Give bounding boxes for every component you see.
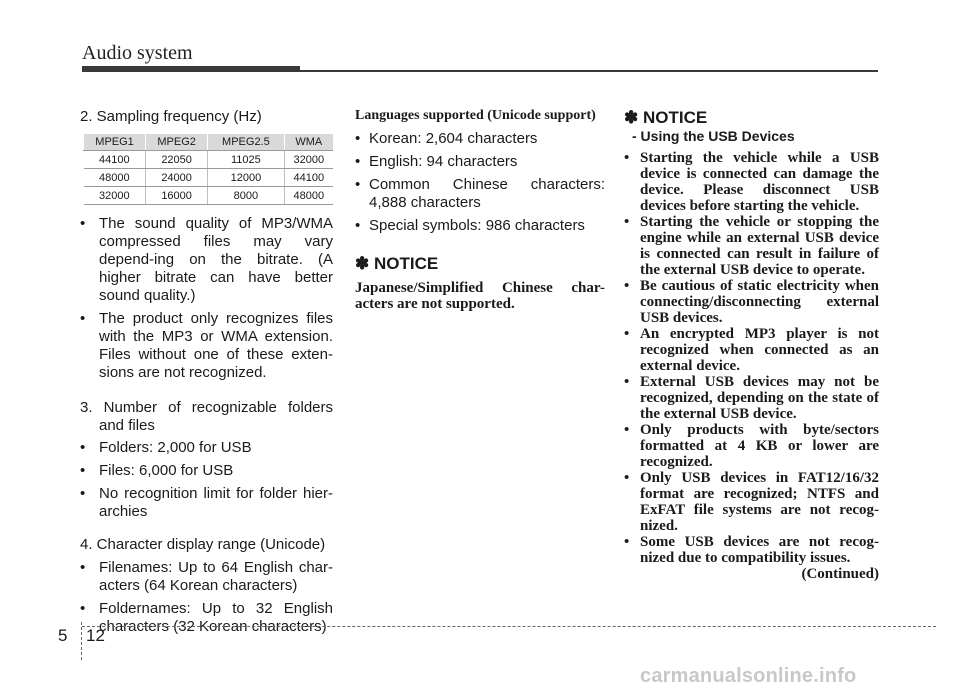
table-row bbox=[84, 169, 334, 187]
table-row bbox=[84, 187, 334, 205]
folders-heading: 3. Number of recognizable folders and files bbox=[80, 399, 333, 434]
table-row bbox=[84, 151, 334, 169]
table-cell: 11025 bbox=[208, 151, 284, 169]
table-header-cell: WMA bbox=[284, 134, 333, 151]
table-cell: 48000 bbox=[284, 187, 333, 205]
list-item: • Foldernames: Up to 32 English characters (32 Korean characters) bbox=[80, 600, 333, 636]
table-cell: 8000 bbox=[208, 187, 284, 205]
table-cell: 44100 bbox=[284, 169, 333, 187]
table-header-cell: MPEG2.5 bbox=[208, 134, 284, 151]
languages-heading: Languages supported (Unicode support) bbox=[355, 108, 596, 123]
table-header-cell: MPEG1 bbox=[84, 134, 146, 151]
table-cell: 32000 bbox=[84, 187, 146, 205]
list-item: • Common Chinese characters: 4,888 characters bbox=[355, 176, 605, 212]
list-item: • Files: 6,000 for USB bbox=[80, 462, 333, 480]
watermark: carmanualsonline.info bbox=[640, 665, 857, 687]
list-item: • Starting the vehicle while a USB device is connected can damage the device. Please disconnect USB devices before starting the vehicle. bbox=[624, 150, 879, 214]
header-bar-thick bbox=[82, 66, 300, 72]
table-cell: 44100 bbox=[84, 151, 146, 169]
notice-star-icon: ✽ bbox=[624, 108, 639, 127]
list-item: • Some USB devices are not recog-nized due to compatibility issues. bbox=[624, 534, 879, 566]
list-item: • Only USB devices in FAT12/16/32 format are recognized; NTFS and ExFAT file systems are not recog-nized. bbox=[624, 470, 879, 534]
notice-heading bbox=[355, 254, 605, 274]
list-item: • No recognition limit for folder hier-archies bbox=[80, 485, 333, 521]
table-cell: 22050 bbox=[146, 151, 208, 169]
display-heading: 4. Character display range (Unicode) bbox=[80, 536, 326, 553]
footer-vertical-divider bbox=[81, 622, 82, 660]
table-cell: 12000 bbox=[208, 169, 284, 187]
list-item: • English: 94 characters bbox=[355, 153, 605, 171]
section-number: 5 bbox=[58, 626, 68, 645]
sampling-table bbox=[83, 133, 333, 205]
page-number: 12 bbox=[86, 626, 105, 645]
page-header-title: Audio system bbox=[82, 42, 193, 64]
table-cell: 48000 bbox=[84, 169, 146, 187]
list-item: • An encrypted MP3 player is not recognized when connected as an external device. bbox=[624, 326, 879, 374]
column-right bbox=[624, 108, 879, 582]
list-item: • Folders: 2,000 for USB bbox=[80, 439, 333, 457]
list-item: • The sound quality of MP3/WMA compressed files may vary depend-ing on the bitrate. (A higher bitrate can have better sound quality.) bbox=[80, 215, 333, 305]
list-item: • The product only recognizes files with the MP3 or WMA extension. Files without one of these exten-sions are not recognized. bbox=[80, 310, 333, 382]
list-item: • Only products with byte/sectors formatted at 4 KB or lower are recognized. bbox=[624, 422, 879, 470]
column-middle bbox=[355, 108, 605, 312]
notice-subtitle: - Using the USB Devices bbox=[632, 128, 795, 144]
list-item: • Filenames: Up to 64 English char-acters (64 Korean characters) bbox=[80, 559, 333, 595]
list-item: • Special symbols: 986 characters bbox=[355, 217, 605, 235]
column-left bbox=[80, 108, 333, 641]
list-item: • Starting the vehicle or stopping the engine while an external USB device is connected can result in failure of the external USB device to operate. bbox=[624, 214, 879, 278]
notice-title: NOTICE bbox=[373, 254, 439, 273]
list-item: • Korean: 2,604 characters bbox=[355, 130, 605, 148]
sampling-heading: 2. Sampling frequency (Hz) bbox=[80, 108, 262, 125]
continued-label: (Continued) bbox=[801, 566, 879, 582]
notice-title: NOTICE bbox=[642, 108, 708, 127]
table-cell: 16000 bbox=[146, 187, 208, 205]
table-header-row bbox=[84, 134, 334, 151]
table-header-cell: MPEG2 bbox=[146, 134, 208, 151]
footer-divider bbox=[82, 626, 936, 627]
header-bar-thin bbox=[300, 70, 878, 72]
table-cell: 24000 bbox=[146, 169, 208, 187]
notice-star-icon: ✽ bbox=[355, 254, 370, 273]
notice-heading bbox=[624, 108, 879, 128]
table-cell: 32000 bbox=[284, 151, 333, 169]
notice-text: Japanese/Simplified Chinese char-acters are not supported. bbox=[355, 280, 605, 312]
list-item: • External USB devices may not be recognized, depending on the state of the external USB device. bbox=[624, 374, 879, 422]
list-item: • Be cautious of static electricity when connecting/disconnecting external USB devices. bbox=[624, 278, 879, 326]
